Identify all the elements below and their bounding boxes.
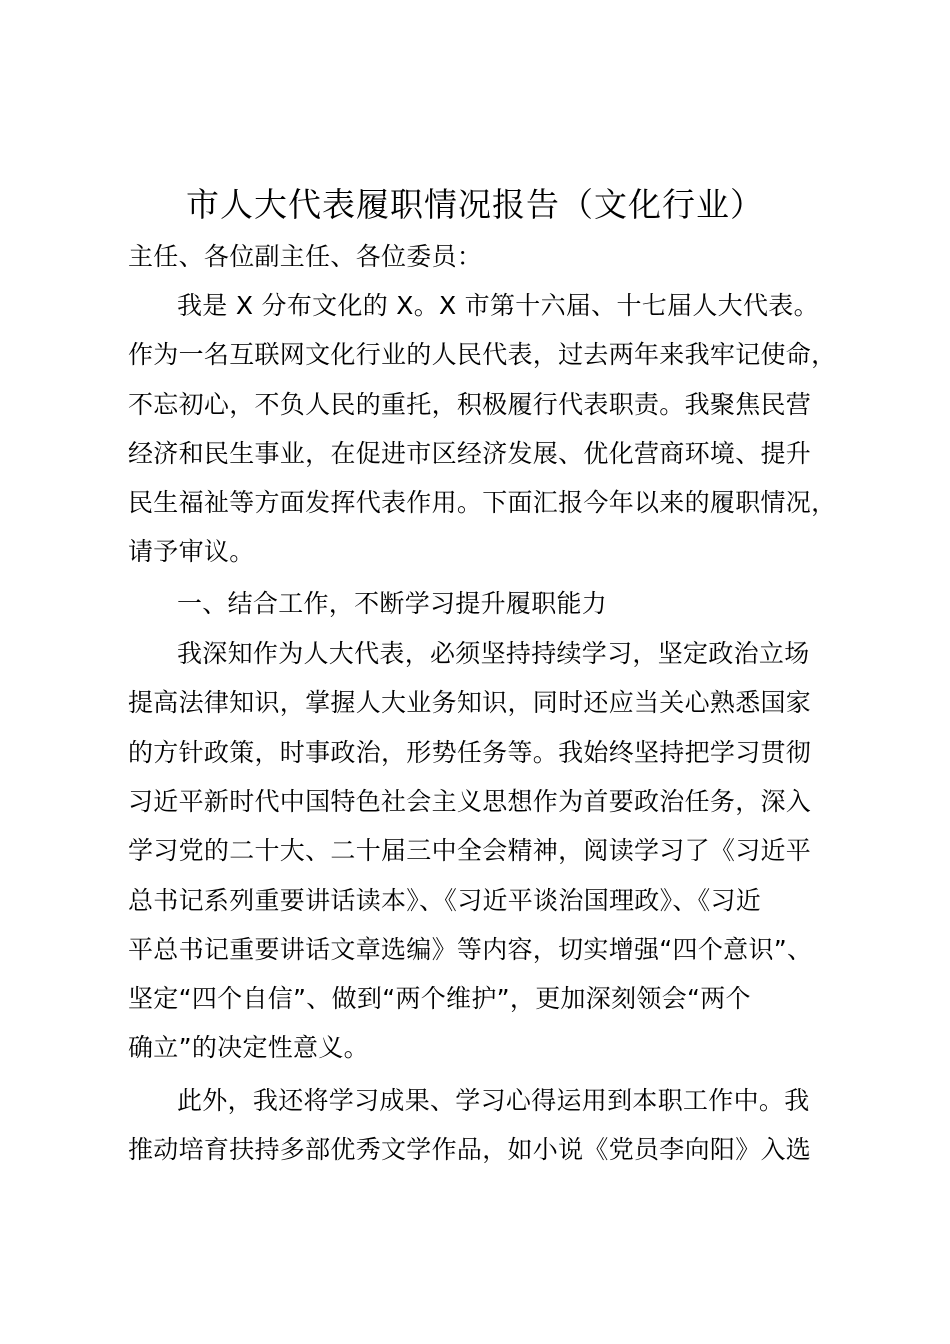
section-heading: 一、结合工作，不断学习提升履职能力: [177, 589, 608, 618]
paragraph-line: 不忘初心，不负人民的重托，积极履行代表职责。我聚焦民营: [128, 390, 812, 419]
paragraph-line: 我是 X 分布文化的 X。X 市第十六届、十七届人大代表。: [177, 291, 819, 320]
paragraph-line: 确立”的决定性意义。: [128, 1033, 369, 1062]
paragraph-line: 经济和民生事业，在促进市区经济发展、优化营商环境、提升: [128, 439, 812, 468]
paragraph-line: 民生福祉等方面发挥代表作用。下面汇报今年以来的履职情况，: [128, 488, 837, 517]
salutation-line: 主任、各位副主任、各位委员：: [128, 242, 483, 271]
document-title: 市人大代表履职情况报告（文化行业）: [186, 185, 764, 224]
paragraph-line: 总书记系列重要讲话读本》、《习近平谈治国理政》、《习近: [128, 886, 762, 915]
paragraph-line: 推动培育扶持多部优秀文学作品，如小说《党员李向阳》入选: [128, 1135, 812, 1164]
paragraph-line: 学习党的二十大、二十届三中全会精神，阅读学习了《习近平: [128, 836, 812, 865]
paragraph-line: 的方针政策，时事政治，形势任务等。我始终坚持把学习贯彻: [128, 738, 812, 767]
paragraph-line: 作为一名互联网文化行业的人民代表，过去两年来我牢记使命，: [128, 340, 837, 369]
paragraph-line: 坚定“四个自信”、做到“两个维护”，更加深刻领会“两个: [128, 984, 751, 1013]
paragraph-line: 平总书记重要讲话文章选编》等内容，切实增强“四个意识”、: [128, 935, 813, 964]
paragraph-line: 请予审议。: [128, 537, 255, 566]
paragraph-line: 习近平新时代中国特色社会主义思想作为首要政治任务，深入: [128, 787, 812, 816]
paragraph-line: 提高法律知识，掌握人大业务知识，同时还应当关心熟悉国家: [128, 688, 812, 717]
paragraph-line: 此外，我还将学习成果、学习心得运用到本职工作中。我: [177, 1086, 810, 1115]
paragraph-line: 我深知作为人大代表，必须坚持持续学习，坚定政治立场: [177, 639, 810, 668]
